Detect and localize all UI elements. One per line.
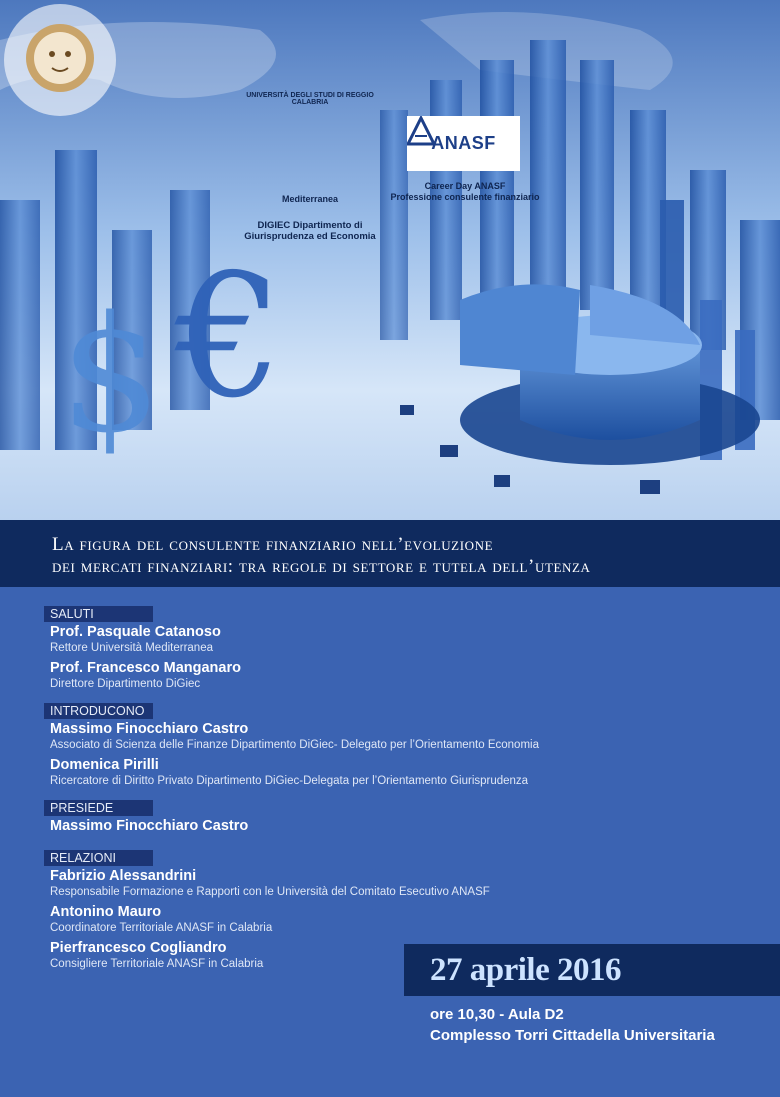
section-label: PRESIEDE <box>44 800 153 816</box>
speaker-role: Rettore Università Mediterranea <box>50 642 213 654</box>
section-introducono <box>44 702 684 789</box>
event-date-band <box>404 944 780 996</box>
speaker-name: Antonino Mauro <box>50 904 162 920</box>
speaker-role: Responsabile Formazione e Rapporti con le Università del Comitato Esecutivo ANASF <box>50 886 490 898</box>
event-time-room: ore 10,30 - Aula D2 <box>430 1006 564 1023</box>
speaker <box>44 660 684 692</box>
speaker-role: Consigliere Territoriale ANASF in Calabria <box>50 958 264 970</box>
speaker-name: Fabrizio Alessandrini <box>50 868 197 884</box>
title-line-2: dei mercati finanziari: tra regole di settore e tutela dell’utenza <box>52 556 591 577</box>
speaker-name: Pierfrancesco Cogliandro <box>50 940 227 956</box>
speaker-name: Prof. Pasquale Catanoso <box>50 624 221 640</box>
speaker-name: Massimo Finocchiaro Castro <box>50 818 249 834</box>
career-caption <box>360 181 570 203</box>
svg-text:€: € <box>175 238 284 436</box>
department-caption <box>220 220 400 242</box>
department-line-2: Giurisprudenza ed Economia <box>244 231 376 242</box>
section-label: RELAZIONI <box>44 850 153 866</box>
section-saluti <box>44 605 684 692</box>
section-presiede <box>44 799 684 835</box>
speaker-name: Domenica Pirilli <box>50 757 159 773</box>
speaker <box>44 721 684 753</box>
speaker-role: Associato di Scienza delle Finanze Dipartimento DiGiec- Delegato per l’Orientamento Economia <box>50 739 539 751</box>
career-line-2: Professione consulente finanziario <box>390 192 540 202</box>
speaker <box>44 868 684 900</box>
department-line-1: DIGIEC Dipartimento di <box>257 220 363 231</box>
speaker-role: Ricercatore di Diritto Privato Dipartimento DiGiec-Delegata per l’Orientamento Giurisprudenza <box>50 775 529 787</box>
anasf-logo-text: ANASF <box>431 133 496 153</box>
university-name: UNIVERSITÀ DEGLI STUDI DI REGGIO CALABRIA <box>246 92 374 106</box>
speaker-role: Coordinatore Territoriale ANASF in Calabria <box>50 922 273 934</box>
university-logo <box>0 0 120 120</box>
anasf-triangle-icon <box>407 116 435 146</box>
speaker-name: Prof. Francesco Manganaro <box>50 660 241 676</box>
program <box>44 605 684 976</box>
speaker <box>44 818 684 835</box>
event-title <box>0 520 780 587</box>
section-label: SALUTI <box>44 606 153 622</box>
speaker <box>44 624 684 656</box>
title-line-1: La figura del consulente finanziario nell’evoluzione <box>52 534 494 555</box>
event-venue: Complesso Torri Cittadella Universitaria <box>430 1027 715 1044</box>
speaker <box>44 757 684 789</box>
speaker <box>44 904 684 936</box>
event-location <box>430 1004 775 1046</box>
section-label: INTRODUCONO <box>44 703 153 719</box>
speaker-role: Direttore Dipartimento DiGiec <box>50 678 201 690</box>
university-sub: Mediterranea <box>281 194 339 204</box>
anasf-logo <box>407 116 520 171</box>
speaker-name: Massimo Finocchiaro Castro <box>50 721 249 737</box>
career-line-1: Career Day ANASF <box>424 181 506 191</box>
event-date: 27 aprile 2016 <box>430 952 621 988</box>
svg-text:$: $ <box>60 281 162 468</box>
hero-illustration <box>0 0 780 520</box>
